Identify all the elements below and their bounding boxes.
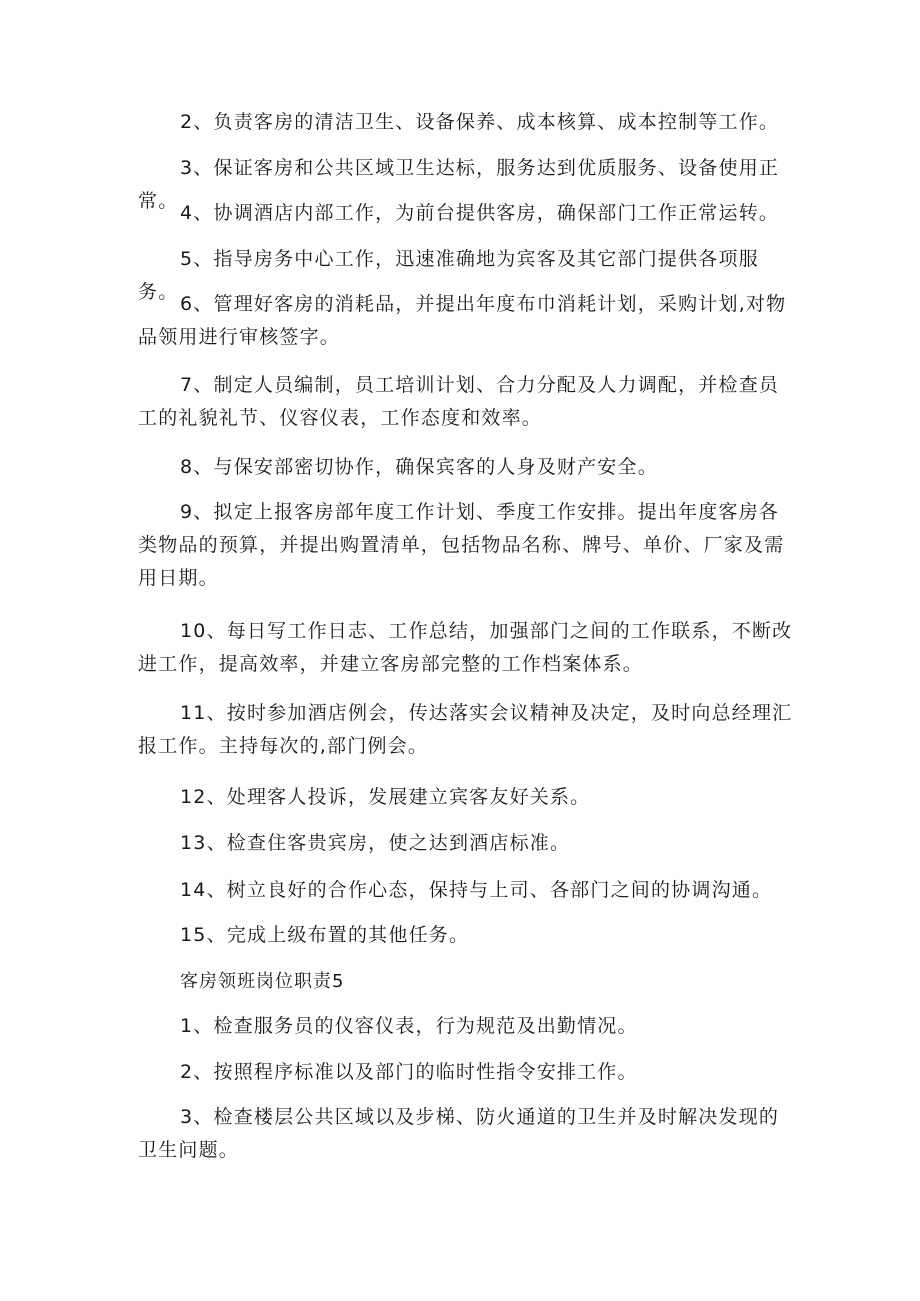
paragraph-13: 13、检查住客贵宾房，使之达到酒店标准。 (180, 832, 571, 854)
paragraph-11: 11、按时参加酒店例会，传达落实会议精神及决定，及时向总经理汇报工作。主持每次的,部门例会。 (138, 702, 793, 757)
paragraph-2: 2、负责客房的清洁卫生、设备保养、成本核算、成本控制等工作。 (180, 111, 780, 133)
paragraph-12: 12、处理客人投诉，发展建立宾客友好关系。 (180, 786, 591, 808)
duty-item-3: 3、检查楼层公共区域以及步梯、防火通道的卫生并及时解决发现的卫生问题。 (138, 1106, 780, 1161)
paragraph-14: 14、树立良好的合作心态，保持与上司、各部门之间的协调沟通。 (180, 879, 773, 901)
paragraph-4: 4、协调酒店内部工作，为前台提供客房，确保部门工作正常运转。 (180, 202, 780, 224)
paragraph-3: 3、保证客房和公共区域卫生达标，服务达到优质服务、设备使用正常。 (138, 157, 780, 212)
paragraph-10: 10、每日写工作日志、工作总结，加强部门之间的工作联系，不断改进工作，提高效率，并建立客房部完整的工作档案体系。 (138, 620, 793, 675)
paragraph-15: 15、完成上级布置的其他任务。 (180, 924, 470, 946)
section-heading: 客房领班岗位职责5 (180, 971, 345, 992)
paragraph-7: 7、制定人员编制，员工培训计划、合力分配及人力调配，并检查员工的礼貌礼节、仪容仪表，工作态度和效率。 (138, 374, 780, 429)
duty-item-1: 1、检查服务员的仪容仪表，行为规范及出勤情况。 (180, 1015, 638, 1037)
paragraph-8: 8、与保安部密切协作，确保宾客的人身及财产安全。 (180, 456, 658, 478)
paragraph-9: 9、拟定上报客房部年度工作计划、季度工作安排。提出年度客房各类物品的预算，并提出购置清单，包括物品名称、牌号、单价、厂家及需用日期。 (138, 501, 785, 589)
paragraph-6: 6、管理好客房的消耗品，并提出年度布巾消耗计划，采购计划,对物品领用进行审核签字。 (138, 293, 787, 348)
duty-item-2: 2、按照程序标准以及部门的临时性指令安排工作。 (180, 1061, 638, 1083)
paragraph-5: 5、指导房务中心工作，迅速准确地为宾客及其它部门提供各项服务。 (138, 248, 759, 303)
